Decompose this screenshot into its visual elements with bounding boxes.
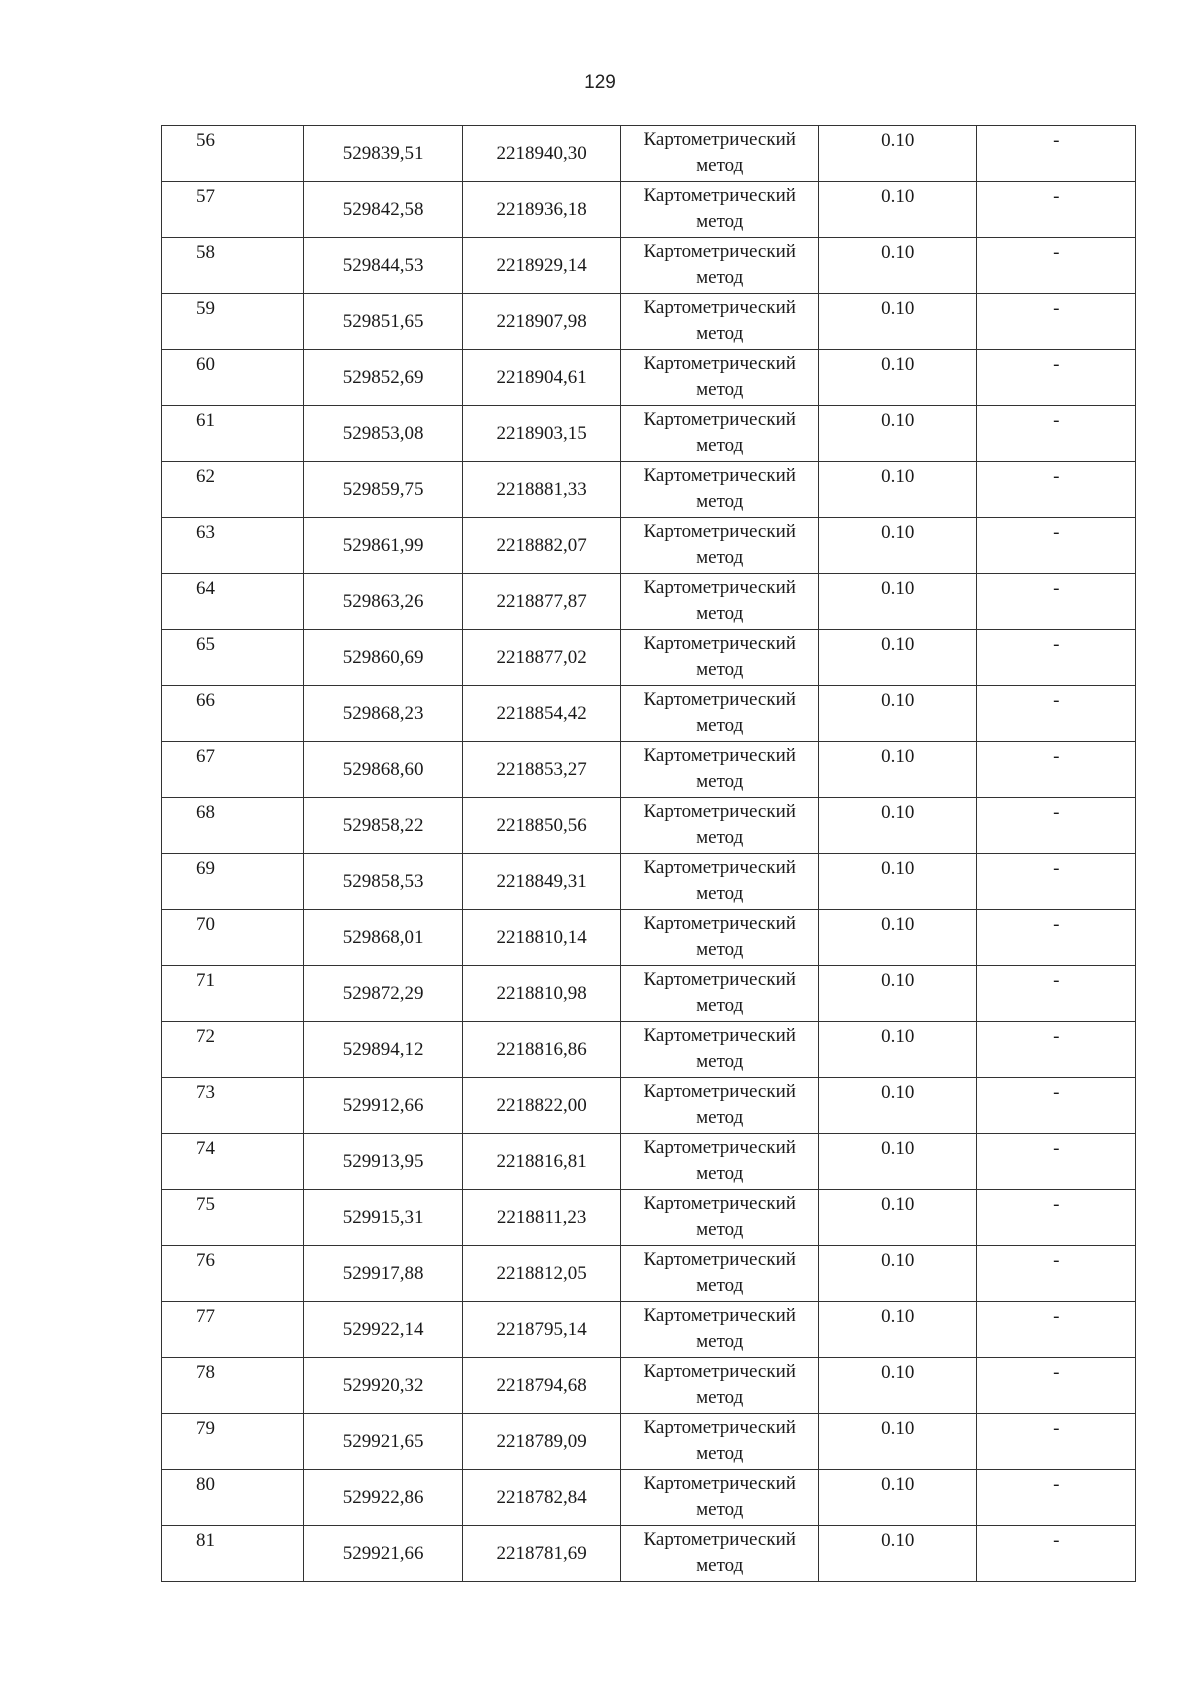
x-coordinate-cell: 529922,86 (304, 1470, 462, 1526)
x-coordinate-cell: 529858,22 (304, 798, 462, 854)
method-line-1: Картометрический (643, 241, 796, 262)
y-coordinate-cell: 2218812,05 (462, 1246, 620, 1302)
method-line-1: Картометрический (643, 129, 796, 150)
method-line-1: Картометрический (643, 465, 796, 486)
point-number-cell: 69 (162, 854, 304, 910)
table-row (162, 798, 1136, 854)
note-cell: - (977, 406, 1136, 462)
table-row (162, 1078, 1136, 1134)
y-coordinate-cell: 2218904,61 (462, 350, 620, 406)
accuracy-cell: 0.10 (819, 910, 977, 966)
accuracy-cell: 0.10 (819, 406, 977, 462)
accuracy-cell: 0.10 (819, 854, 977, 910)
y-coordinate-cell: 2218853,27 (462, 742, 620, 798)
method-line-1: Картометрический (643, 633, 796, 654)
method-line-2: метод (696, 659, 744, 680)
method-cell (621, 1414, 819, 1470)
note-cell: - (977, 238, 1136, 294)
method-line-2: метод (696, 827, 744, 848)
y-coordinate-cell: 2218782,84 (462, 1470, 620, 1526)
x-coordinate-cell: 529839,51 (304, 126, 462, 182)
note-cell: - (977, 742, 1136, 798)
note-cell: - (977, 910, 1136, 966)
method-cell (621, 742, 819, 798)
x-coordinate-cell: 529917,88 (304, 1246, 462, 1302)
table-row (162, 350, 1136, 406)
y-coordinate-cell: 2218882,07 (462, 518, 620, 574)
method-cell (621, 294, 819, 350)
point-number-cell: 56 (162, 126, 304, 182)
method-line-2: метод (696, 995, 744, 1016)
method-cell (621, 686, 819, 742)
x-coordinate-cell: 529853,08 (304, 406, 462, 462)
method-cell (621, 1246, 819, 1302)
y-coordinate-cell: 2218816,81 (462, 1134, 620, 1190)
method-line-1: Картометрический (643, 1193, 796, 1214)
note-cell: - (977, 294, 1136, 350)
method-line-1: Картометрический (643, 1529, 796, 1550)
x-coordinate-cell: 529842,58 (304, 182, 462, 238)
y-coordinate-cell: 2218877,02 (462, 630, 620, 686)
point-number-cell: 65 (162, 630, 304, 686)
coordinates-table (161, 125, 1136, 1582)
method-cell (621, 798, 819, 854)
y-coordinate-cell: 2218881,33 (462, 462, 620, 518)
note-cell: - (977, 966, 1136, 1022)
method-cell (621, 1302, 819, 1358)
point-number-cell: 62 (162, 462, 304, 518)
accuracy-cell: 0.10 (819, 1190, 977, 1246)
y-coordinate-cell: 2218789,09 (462, 1414, 620, 1470)
accuracy-cell: 0.10 (819, 1022, 977, 1078)
y-coordinate-cell: 2218907,98 (462, 294, 620, 350)
table-row (162, 518, 1136, 574)
note-cell: - (977, 1358, 1136, 1414)
x-coordinate-cell: 529920,32 (304, 1358, 462, 1414)
method-line-2: метод (696, 1163, 744, 1184)
accuracy-cell: 0.10 (819, 1470, 977, 1526)
method-cell (621, 854, 819, 910)
method-cell (621, 518, 819, 574)
point-number-cell: 81 (162, 1526, 304, 1582)
y-coordinate-cell: 2218849,31 (462, 854, 620, 910)
x-coordinate-cell: 529894,12 (304, 1022, 462, 1078)
note-cell: - (977, 462, 1136, 518)
method-line-2: метод (696, 939, 744, 960)
method-line-1: Картометрический (643, 801, 796, 822)
method-line-2: метод (696, 1219, 744, 1240)
method-line-2: метод (696, 603, 744, 624)
note-cell: - (977, 630, 1136, 686)
y-coordinate-cell: 2218795,14 (462, 1302, 620, 1358)
note-cell: - (977, 798, 1136, 854)
method-line-1: Картометрический (643, 1081, 796, 1102)
method-line-1: Картометрический (643, 1249, 796, 1270)
table-row (162, 1246, 1136, 1302)
accuracy-cell: 0.10 (819, 1526, 977, 1582)
method-line-2: метод (696, 155, 744, 176)
method-line-1: Картометрический (643, 1137, 796, 1158)
method-line-2: метод (696, 211, 744, 232)
table-row (162, 1302, 1136, 1358)
x-coordinate-cell: 529921,65 (304, 1414, 462, 1470)
table-row (162, 574, 1136, 630)
method-cell (621, 910, 819, 966)
x-coordinate-cell: 529852,69 (304, 350, 462, 406)
y-coordinate-cell: 2218929,14 (462, 238, 620, 294)
note-cell: - (977, 1246, 1136, 1302)
point-number-cell: 75 (162, 1190, 304, 1246)
x-coordinate-cell: 529859,75 (304, 462, 462, 518)
table-row (162, 406, 1136, 462)
point-number-cell: 73 (162, 1078, 304, 1134)
accuracy-cell: 0.10 (819, 350, 977, 406)
accuracy-cell: 0.10 (819, 742, 977, 798)
table-row (162, 1358, 1136, 1414)
accuracy-cell: 0.10 (819, 518, 977, 574)
accuracy-cell: 0.10 (819, 1414, 977, 1470)
method-line-1: Картометрический (643, 1473, 796, 1494)
method-line-1: Картометрический (643, 689, 796, 710)
method-line-1: Картометрический (643, 521, 796, 542)
x-coordinate-cell: 529872,29 (304, 966, 462, 1022)
note-cell: - (977, 1414, 1136, 1470)
accuracy-cell: 0.10 (819, 686, 977, 742)
y-coordinate-cell: 2218940,30 (462, 126, 620, 182)
x-coordinate-cell: 529915,31 (304, 1190, 462, 1246)
point-number-cell: 59 (162, 294, 304, 350)
method-line-2: метод (696, 1051, 744, 1072)
y-coordinate-cell: 2218794,68 (462, 1358, 620, 1414)
table-row (162, 294, 1136, 350)
method-line-2: метод (696, 715, 744, 736)
table-row (162, 1414, 1136, 1470)
method-cell (621, 1190, 819, 1246)
method-line-2: метод (696, 1387, 744, 1408)
point-number-cell: 64 (162, 574, 304, 630)
method-line-1: Картометрический (643, 857, 796, 878)
method-line-1: Картометрический (643, 745, 796, 766)
accuracy-cell: 0.10 (819, 798, 977, 854)
x-coordinate-cell: 529861,99 (304, 518, 462, 574)
method-line-2: метод (696, 883, 744, 904)
x-coordinate-cell: 529868,23 (304, 686, 462, 742)
x-coordinate-cell: 529912,66 (304, 1078, 462, 1134)
x-coordinate-cell: 529851,65 (304, 294, 462, 350)
method-line-1: Картометрический (643, 353, 796, 374)
x-coordinate-cell: 529863,26 (304, 574, 462, 630)
accuracy-cell: 0.10 (819, 1078, 977, 1134)
note-cell: - (977, 182, 1136, 238)
method-line-1: Картометрический (643, 1417, 796, 1438)
table-row (162, 1526, 1136, 1582)
note-cell: - (977, 1526, 1136, 1582)
x-coordinate-cell: 529921,66 (304, 1526, 462, 1582)
method-cell (621, 1358, 819, 1414)
method-line-2: метод (696, 1275, 744, 1296)
table-row (162, 686, 1136, 742)
y-coordinate-cell: 2218903,15 (462, 406, 620, 462)
x-coordinate-cell: 529844,53 (304, 238, 462, 294)
method-cell (621, 462, 819, 518)
table-row (162, 1134, 1136, 1190)
method-line-1: Картометрический (643, 409, 796, 430)
method-line-2: метод (696, 771, 744, 792)
accuracy-cell: 0.10 (819, 182, 977, 238)
y-coordinate-cell: 2218854,42 (462, 686, 620, 742)
accuracy-cell: 0.10 (819, 126, 977, 182)
note-cell: - (977, 1190, 1136, 1246)
x-coordinate-cell: 529858,53 (304, 854, 462, 910)
x-coordinate-cell: 529860,69 (304, 630, 462, 686)
table-row (162, 854, 1136, 910)
y-coordinate-cell: 2218850,56 (462, 798, 620, 854)
y-coordinate-cell: 2218781,69 (462, 1526, 620, 1582)
accuracy-cell: 0.10 (819, 1134, 977, 1190)
method-cell (621, 1470, 819, 1526)
method-line-1: Картометрический (643, 297, 796, 318)
table-row (162, 1022, 1136, 1078)
point-number-cell: 57 (162, 182, 304, 238)
table-row (162, 910, 1136, 966)
x-coordinate-cell: 529868,60 (304, 742, 462, 798)
table-row (162, 1470, 1136, 1526)
accuracy-cell: 0.10 (819, 462, 977, 518)
note-cell: - (977, 350, 1136, 406)
point-number-cell: 78 (162, 1358, 304, 1414)
method-line-2: метод (696, 547, 744, 568)
accuracy-cell: 0.10 (819, 1246, 977, 1302)
note-cell: - (977, 1078, 1136, 1134)
table-row (162, 462, 1136, 518)
accuracy-cell: 0.10 (819, 966, 977, 1022)
method-line-2: метод (696, 267, 744, 288)
method-cell (621, 350, 819, 406)
accuracy-cell: 0.10 (819, 630, 977, 686)
method-cell (621, 1526, 819, 1582)
method-line-2: метод (696, 323, 744, 344)
method-line-1: Картометрический (643, 577, 796, 598)
point-number-cell: 74 (162, 1134, 304, 1190)
method-cell (621, 966, 819, 1022)
note-cell: - (977, 126, 1136, 182)
point-number-cell: 60 (162, 350, 304, 406)
note-cell: - (977, 518, 1136, 574)
table-row (162, 182, 1136, 238)
method-line-1: Картометрический (643, 1361, 796, 1382)
method-cell (621, 1078, 819, 1134)
method-line-2: метод (696, 1555, 744, 1576)
accuracy-cell: 0.10 (819, 294, 977, 350)
accuracy-cell: 0.10 (819, 1358, 977, 1414)
point-number-cell: 72 (162, 1022, 304, 1078)
point-number-cell: 63 (162, 518, 304, 574)
x-coordinate-cell: 529868,01 (304, 910, 462, 966)
method-cell (621, 406, 819, 462)
note-cell: - (977, 1470, 1136, 1526)
accuracy-cell: 0.10 (819, 574, 977, 630)
method-cell (621, 1022, 819, 1078)
method-line-2: метод (696, 1499, 744, 1520)
method-line-1: Картометрический (643, 913, 796, 934)
note-cell: - (977, 574, 1136, 630)
method-cell (621, 126, 819, 182)
note-cell: - (977, 1134, 1136, 1190)
note-cell: - (977, 1022, 1136, 1078)
method-cell (621, 630, 819, 686)
point-number-cell: 79 (162, 1414, 304, 1470)
y-coordinate-cell: 2218877,87 (462, 574, 620, 630)
method-line-2: метод (696, 1331, 744, 1352)
method-line-2: метод (696, 1443, 744, 1464)
method-line-1: Картометрический (643, 969, 796, 990)
y-coordinate-cell: 2218822,00 (462, 1078, 620, 1134)
table-row (162, 742, 1136, 798)
table-row (162, 966, 1136, 1022)
point-number-cell: 66 (162, 686, 304, 742)
y-coordinate-cell: 2218816,86 (462, 1022, 620, 1078)
y-coordinate-cell: 2218810,98 (462, 966, 620, 1022)
accuracy-cell: 0.10 (819, 1302, 977, 1358)
point-number-cell: 77 (162, 1302, 304, 1358)
method-line-1: Картометрический (643, 185, 796, 206)
point-number-cell: 71 (162, 966, 304, 1022)
point-number-cell: 76 (162, 1246, 304, 1302)
method-line-1: Картометрический (643, 1305, 796, 1326)
method-cell (621, 1134, 819, 1190)
table-body (162, 126, 1136, 1582)
point-number-cell: 61 (162, 406, 304, 462)
note-cell: - (977, 854, 1136, 910)
point-number-cell: 70 (162, 910, 304, 966)
accuracy-cell: 0.10 (819, 238, 977, 294)
table-row (162, 126, 1136, 182)
note-cell: - (977, 686, 1136, 742)
x-coordinate-cell: 529913,95 (304, 1134, 462, 1190)
table-row (162, 238, 1136, 294)
method-line-2: метод (696, 491, 744, 512)
y-coordinate-cell: 2218810,14 (462, 910, 620, 966)
table-row (162, 630, 1136, 686)
note-cell: - (977, 1302, 1136, 1358)
method-cell (621, 182, 819, 238)
method-line-2: метод (696, 1107, 744, 1128)
table-row (162, 1190, 1136, 1246)
point-number-cell: 80 (162, 1470, 304, 1526)
y-coordinate-cell: 2218936,18 (462, 182, 620, 238)
method-line-2: метод (696, 435, 744, 456)
y-coordinate-cell: 2218811,23 (462, 1190, 620, 1246)
method-cell (621, 574, 819, 630)
method-line-2: метод (696, 379, 744, 400)
method-cell (621, 238, 819, 294)
point-number-cell: 67 (162, 742, 304, 798)
point-number-cell: 68 (162, 798, 304, 854)
page-number: 129 (584, 72, 616, 93)
point-number-cell: 58 (162, 238, 304, 294)
method-line-1: Картометрический (643, 1025, 796, 1046)
x-coordinate-cell: 529922,14 (304, 1302, 462, 1358)
